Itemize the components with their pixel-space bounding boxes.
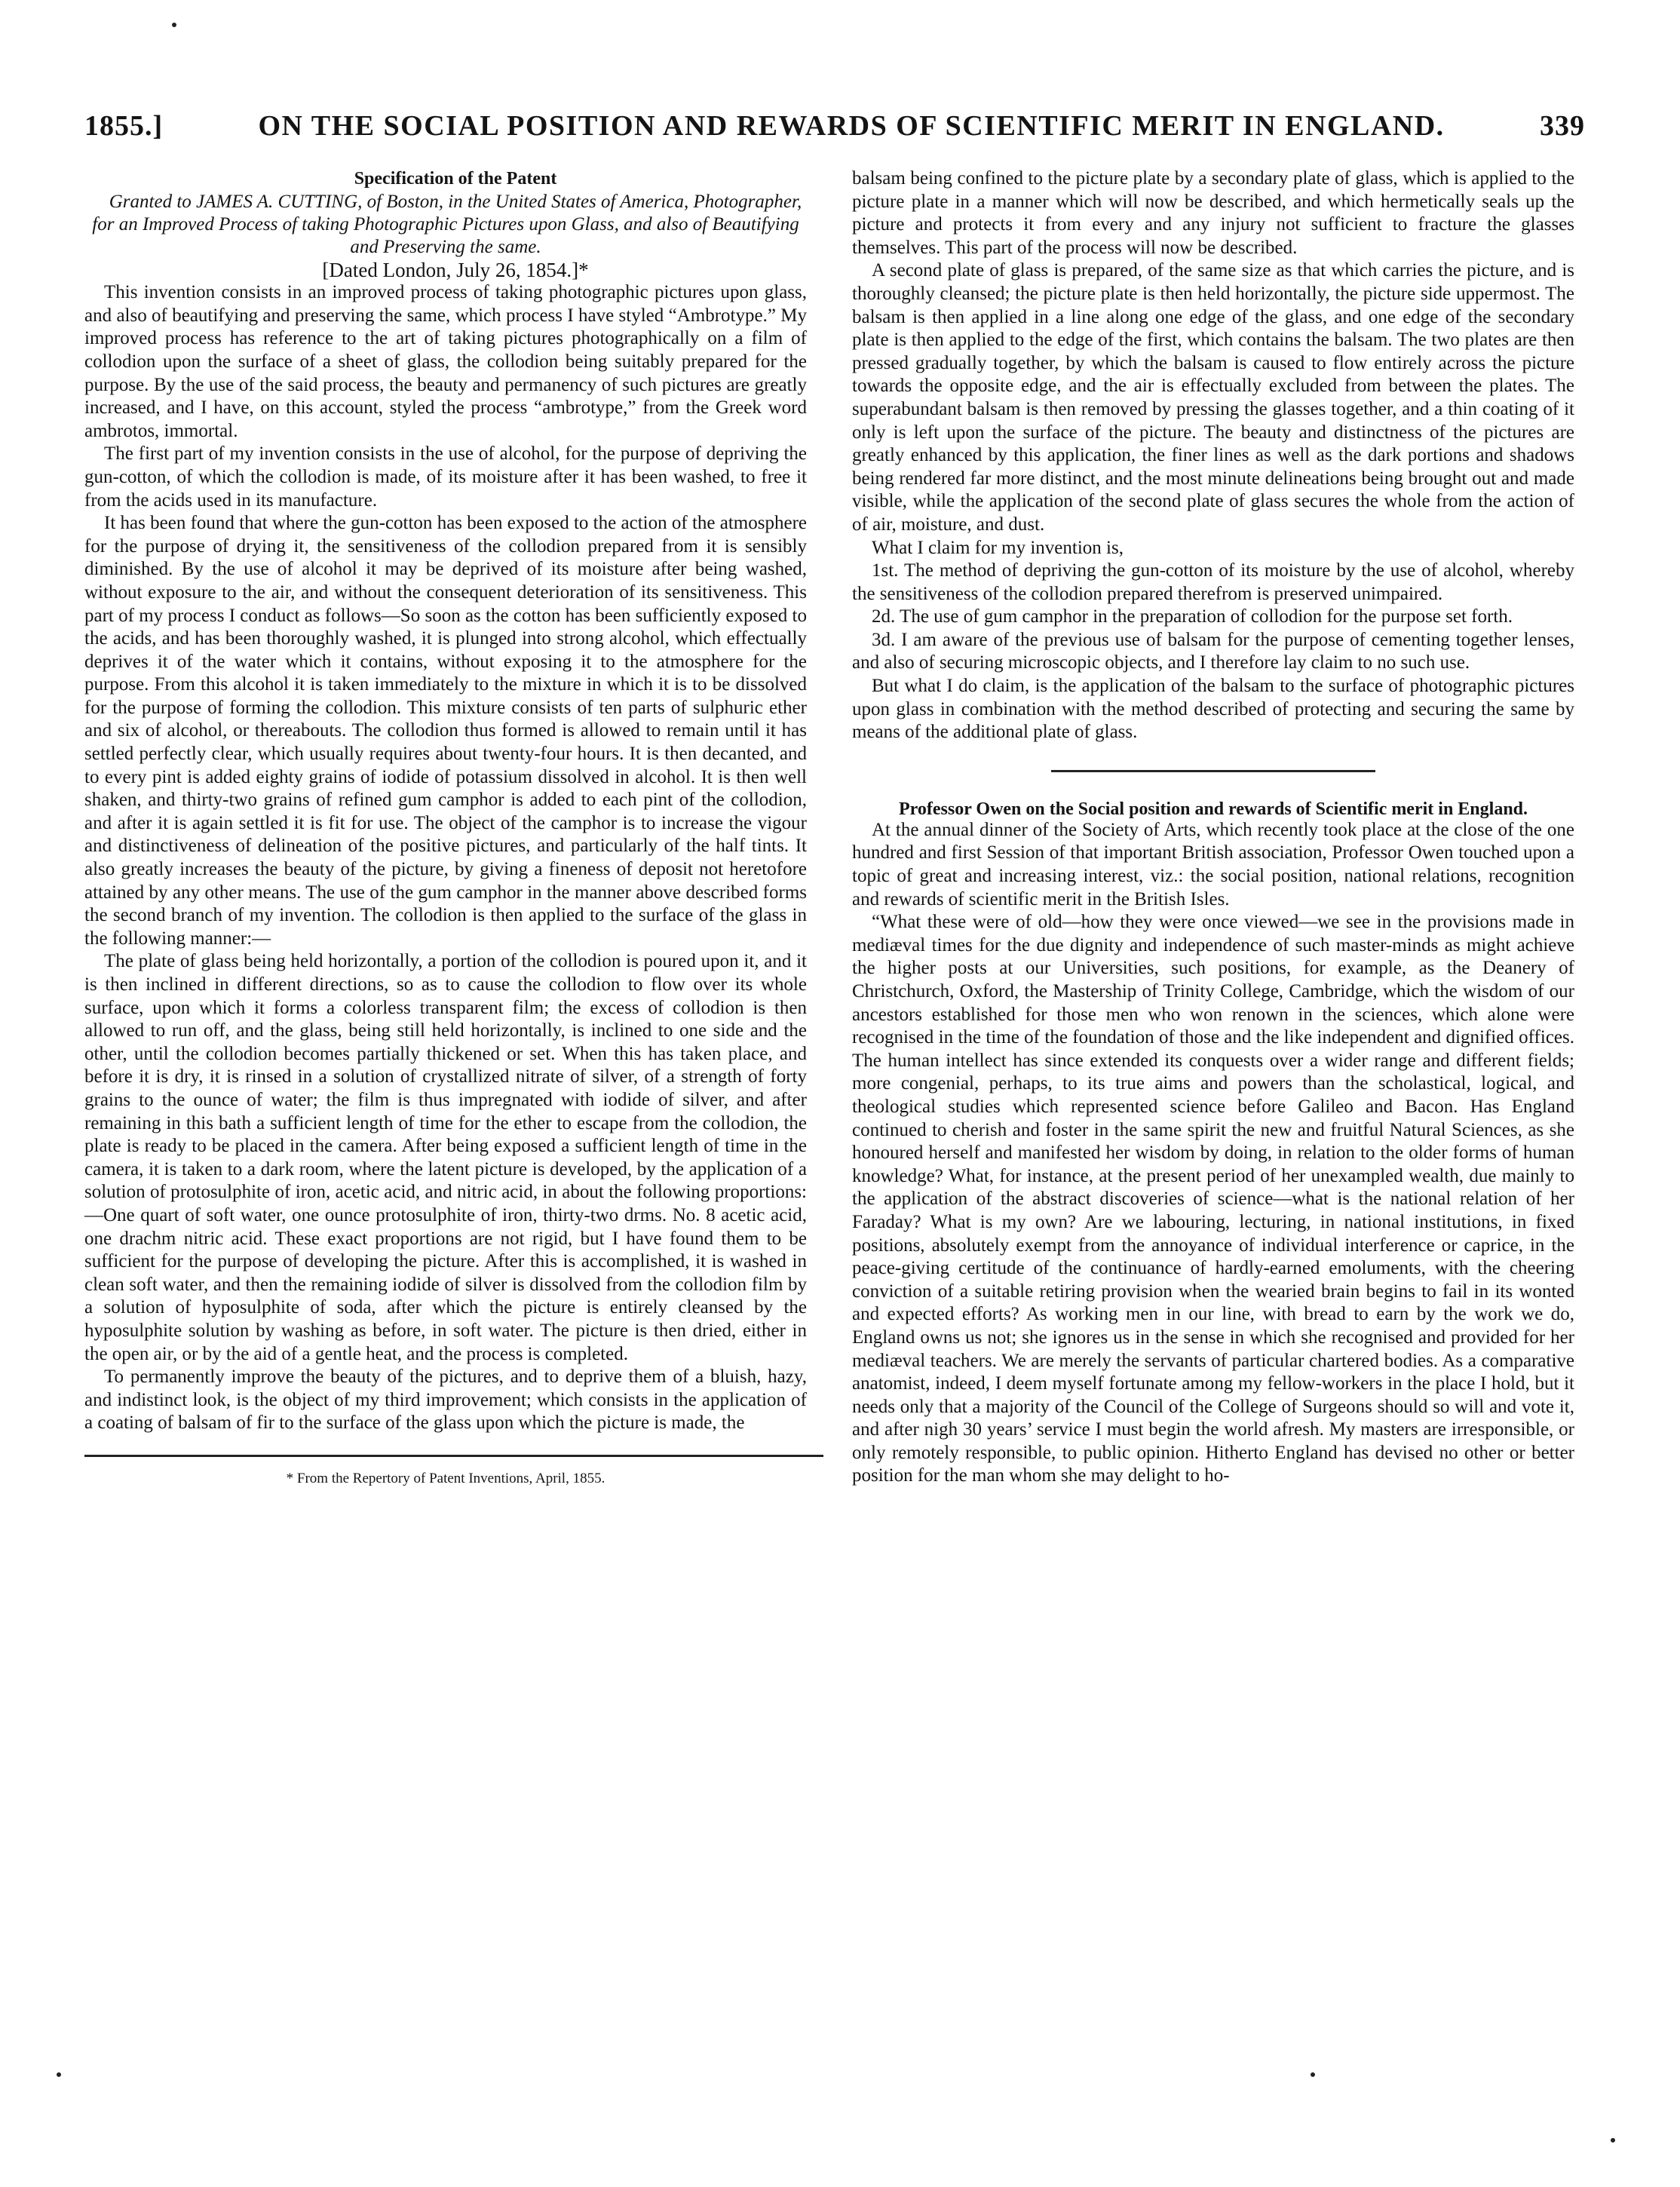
patent-paragraph: This invention consists in an improved process of taking photographic pictures upon glass, and also of beautifying and preserving the same, which process I have styled “Ambrotype.” My improved process has reference to the art of taking pictures photographically on a film of collodion upon the surface of a sheet of glass, the collodion being suitably prepared for the purpose. By the use of the said process, the beauty and permanency of such pictures are greatly increased, and I have, on this account, styled the process “ambrotype,” from the Greek word ambrotos, immortal.: [84, 282, 807, 441]
owen-heading: Professor Owen on the Social position and rewards of Scientific merit in England.: [898, 799, 1528, 819]
claim-item: 3d. I am aware of the previous use of balsam for the purpose of cementing together lenses, and also of securing microscopic objects, and I therefore lay claim to no such use.: [852, 629, 1574, 673]
claim-item: 1st. The method of depriving the gun-cotton of its moisture by the use of alcohol, whereby the sensitiveness of the collodion prepared therefrom is preserved unimpaired.: [852, 560, 1574, 604]
right-column: [852, 167, 1574, 1488]
patent-heading: Specification of the Patent: [354, 169, 557, 189]
owen-paragraph: “What these were of old—how they were once viewed—we see in the provisions made in mediæval times for the due dignity and independence of such master-minds as might achieve the higher posts at our Universities, such positions, for example, as the Deanery of Christchurch, Oxford, the Mastership of Trinity College, Cambridge, which the wisdom of our ancestors established for those men who won renown in the sciences, which alone were recognised in the time of the foundation of those and the like independent and dignified offices. The human intellect has since extended its conquests over a wider range and different fields; more congenial, perhaps, to its true aims and powers than the scholastical, logical, and theological studies which represented science before Galileo and Bacon. Has England continued to cherish and foster in the same spirit the new and fruitful Natural Sciences, as she honoured herself and manifested her wisdom by doing, in relation to the older forms of human knowledge? What, for instance, at the present period of her unexampled wealth, due mainly to the application of the abstract discoveries of science—what is the national relation of her Faraday? What is my own? Are we labouring, lecturing, in national institutions, in fixed positions, absolutely exempt from the annoyance of individual interference or caprice, in the peace-giving certitude of the continuance of hardly-earned emoluments, with the cheering conviction of a suitable retiring provision when the wearied brain begins to fail in its wonted and expected efforts? As working men in our line, with bread to earn by the work we do, England owns us not; she ignores us in the sense in which she recognised and provided for her mediæval teachers. We are merely the servants of particular chartered bodies. As a comparative anatomist, indeed, I deem myself fortunate among my fellow-workers in the place I hold, but it needs only that a majority of the Council of the College of Surgeons should so will and vote it, and after nigh 30 years’ service I must begin the world afresh. My masters are irresponsible, or only remotely responsible, to public opinion. Hitherto England has devised no other or better position for the man whom she may delight to ho-: [852, 912, 1574, 1486]
header-title: ON THE SOCIAL POSITION AND REWARDS OF SCIENTIFIC MERIT IN ENGLAND.: [258, 110, 1445, 142]
patent-paragraph: The first part of my invention consists in the use of alcohol, for the purpose of depriving the gun-cotton, of which the collodion is made, of its moisture after it has been washed, to free it from the acids used in its manufacture.: [84, 443, 807, 511]
patent-paragraph: balsam being confined to the picture plate by a secondary plate of glass, which is applied to the picture plate in a manner which will now be described, and which hermetically seals up the picture and protects it from every and any injury not sufficient to fracture the glasses themselves. This part of the process will now be described.: [852, 168, 1574, 258]
scan-speck: [172, 23, 176, 27]
patent-paragraph: A second plate of glass is prepared, of the same size as that which carries the picture, and is thoroughly cleansed; the picture plate is then held horizontally, the picture side uppermost. The balsam is then applied in a line along one edge of the glass, and one edge of the secondary plate is then applied to the edge of the first, which contains the balsam. The two plates are then pressed gradually together, by which the balsam is caused to flow entirely across the picture towards the opposite edge, and the air is effectually excluded from between the plates. The superabundant balsam is then removed by pressing the glasses together, and a thin coating of it only is left upon the surface of the picture. The beauty and distinctness of the pictures are greatly enhanced by this application, the finer lines as well as the dark portions and shadows being rendered far more distinct, and the most minute delineations being brought out and made visible, while the application of the second plate of glass secures the whole from the action of of air, moisture, and dust.: [852, 260, 1574, 535]
patent-paragraph: The plate of glass being held horizontally, a portion of the collodion is poured upon it, and it is then inclined in different directions, so as to cause the collodion to flow over its whole surface, upon which it forms a colorless transparent film; the excess of collodion is then allowed to run off, and the glass, being still held horizontally, is inclined to one side and the other, until the collodion becomes partially thickened or set. When this has taken place, and before it is dry, it is rinsed in a solution of crystallized nitrate of silver, of a strength of forty grains to the ounce of water; the film is thus impregnated with iodide of silver, and after remaining in this bath a sufficient length of time for the ether to escape from the collodion, the plate is ready to be placed in the camera. After being exposed a sufficient length of time in the camera, it is taken to a dark room, where the latent picture is developed, by the application of a solution of protosulphite of iron, acetic acid, and nitric acid, in about the following proportions:—One quart of soft water, one ounce protosulphite of iron, thirty-two drms. No. 8 acetic acid, one drachm nitric acid. These exact proportions are not rigid, but I have found them to be sufficient for the purpose of developing the picture. After this is accomplished, it is washed in clean soft water, and then the remaining iodide of silver is dissolved from the collodion film by a solution of hyposulphite of soda, after which the picture is entirely cleansed by the hyposulphite solution by washing as before, in soft water. The picture is then dried, either in the open air, or by the aid of a gentle heat, and the process is completed.: [84, 951, 807, 1364]
patent-paragraph: To permanently improve the beauty of the pictures, and to deprive them of a bluish, hazy, and indistinct look, is the object of my third improvement; which consists in the application of a coating of balsam of fir to the surface of the glass upon which the picture is made, the: [84, 1366, 807, 1434]
claim-item: But what I do claim, is the application of the balsam to the surface of photographic pictures upon glass in combination with the method described of protecting and securing the same by means of the additional plate of glass.: [852, 676, 1574, 743]
owen-paragraph: At the annual dinner of the Society of Arts, which recently took place at the close of the one hundred and first Session of that important British association, Professor Owen touched upon a topic of great and increasing interest, viz.: the social position, national relations, recognition and rewards of scientific merit in the British Isles.: [852, 819, 1574, 909]
header-year: 1855.]: [84, 110, 164, 142]
section-divider: [1051, 770, 1375, 772]
page-header: [84, 109, 1585, 147]
scan-speck: [1311, 2072, 1315, 2077]
left-column: [84, 167, 807, 1490]
claim-item: 2d. The use of gum camphor in the preparation of collodion for the purpose set forth.: [872, 606, 1513, 627]
patent-date: [Dated London, July 26, 1854.]*: [322, 258, 589, 281]
claims-intro: What I claim for my invention is,: [872, 537, 1124, 558]
footnote-divider: [84, 1455, 823, 1457]
scan-speck: [57, 2072, 61, 2077]
page-number: 339: [1540, 110, 1585, 142]
patent-paragraph: It has been found that where the gun-cotton has been exposed to the action of the atmosphere for the purpose of drying it, the sensitiveness of the collodion prepared from it is sensibly diminished. By the use of alcohol it may be deprived of its moisture after being washed, without exposure to the air, and without the consequent deterioration of its sensitiveness. This part of my process I conduct as follows—So soon as the cotton has been sufficiently exposed to the acids, and has been thoroughly washed, it is plunged into strong alcohol, which effectually deprives it of the water which it contains, without exposing it to the atmosphere for the purpose. From this alcohol it is taken immediately to the mixture in which it is to be dissolved for the purpose of forming the collodion. This mixture consists of ten parts of sulphuric ether and six of alcohol, or thereabouts. The collodion thus formed is allowed to remain until it has settled perfectly clear, which usually requires about twenty-four hours. It is then decanted, and to every pint is added eighty grains of iodide of potassium dissolved in alcohol. It is then well shaken, and thirty-two grains of refined gum camphor is added to each pint of the collodion, and after it is again settled it is fit for use. The object of the camphor is to increase the vigour and distinctiveness of delineation of the positive pictures, and particularly of the half tints. It also greatly increases the beauty of the picture, by giving a fineness of deposit not heretofore attained by any other means. The use of the gum camphor in the manner above described forms the second branch of my invention. The collodion is then applied to the surface of the glass in the following manner:—: [84, 513, 807, 949]
patent-subtitle: Granted to JAMES A. CUTTING, of Boston, in the United States of America, Photographer, for an Improved Process of taking Photographic Pictures upon Glass, and also of Beautifying and Preserving the same.: [92, 191, 802, 257]
scan-speck: [1611, 2138, 1615, 2143]
footnote: * From the Repertory of Patent Inventions, April, 1855.: [286, 1470, 605, 1486]
